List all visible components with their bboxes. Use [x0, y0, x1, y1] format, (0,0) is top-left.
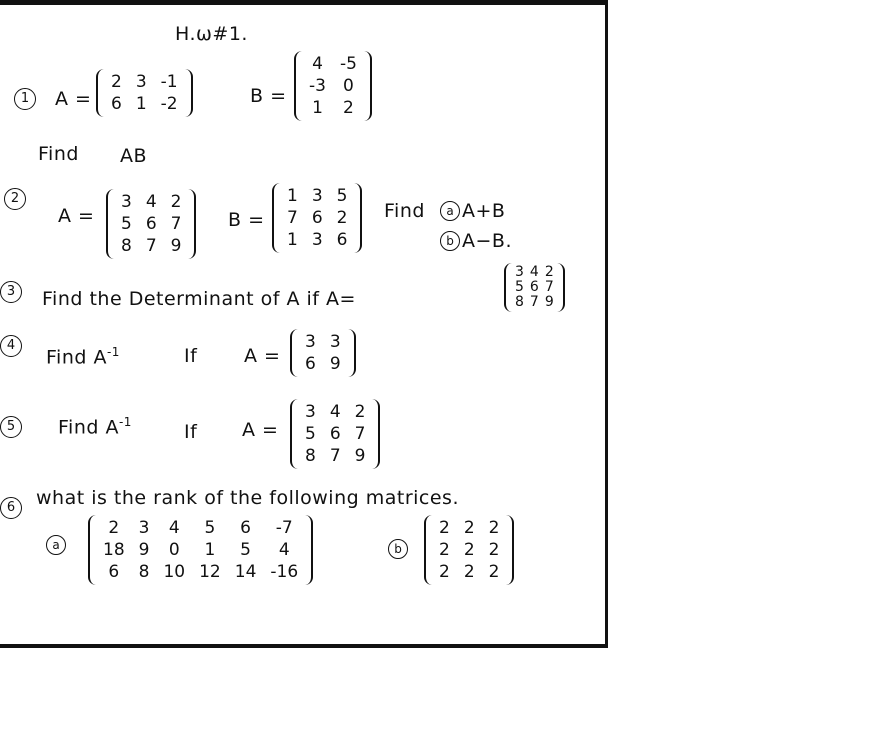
- q6-matrix-a-cell: 5: [240, 540, 251, 560]
- q2-matrix-a-cell: 5: [121, 214, 132, 234]
- q5-a-label: A =: [242, 419, 279, 441]
- q6-matrix-a-cell: 2: [108, 518, 120, 538]
- q4-inverse-superscript: -1: [106, 345, 120, 359]
- q6-part-a-marker: a: [46, 535, 66, 555]
- q2-part-b-text: A−B.: [462, 230, 512, 252]
- q2-matrix-a-cell: 7: [170, 214, 182, 234]
- q3-matrix-cell: 7: [544, 279, 554, 295]
- q2-matrix-a-cell: 9: [170, 236, 182, 256]
- q6-matrix-a-cell: 6: [240, 518, 251, 538]
- q6-matrix-b-cell: 2: [488, 540, 500, 560]
- q2-matrix-b-row: [280, 185, 354, 207]
- q4-matrix-cell: 3: [305, 332, 316, 352]
- q1-matrix-b-cell: -5: [339, 54, 357, 74]
- q6-matrix-a-cell: 9: [138, 540, 150, 560]
- q3-matrix-table: [512, 265, 557, 310]
- q6-matrix-a-row: [96, 517, 305, 539]
- q5-if: If: [184, 421, 198, 443]
- q6-matrix-a-row: [96, 561, 305, 583]
- q1-matrix-b-row: [302, 75, 364, 97]
- q1-matrix-a-cell: 2: [111, 72, 122, 92]
- q2-matrix-a-row: [114, 235, 188, 257]
- q2-part-a-marker: a: [440, 201, 460, 221]
- q2-matrix-b-cell: 6: [336, 230, 348, 250]
- q2-matrix-b-cell: 3: [311, 230, 323, 250]
- q6-matrix-a-cell: 6: [108, 562, 120, 582]
- q6-matrix-b-row: [432, 517, 506, 539]
- q1-matrix-b-cell: -3: [309, 76, 326, 96]
- q6-matrix-a-cell: 18: [103, 540, 125, 560]
- q6-matrix-b-cell: 2: [488, 518, 500, 538]
- q6-matrix-b-cell: 2: [463, 518, 475, 538]
- q5-matrix-row: [298, 445, 372, 467]
- q5-matrix-cell: 8: [305, 446, 316, 466]
- q5-matrix-row: [298, 423, 372, 445]
- q6-matrix-a-cell: 4: [168, 518, 180, 538]
- q1-matrix-b: [294, 51, 372, 121]
- q3-matrix-cell: 5: [515, 279, 524, 295]
- q3-matrix-cell: 7: [529, 294, 539, 310]
- q5-matrix-cell: 6: [329, 424, 341, 444]
- q4-matrix: [290, 329, 356, 377]
- q1-matrix-a-row: [104, 71, 185, 93]
- q5-inverse-superscript: -1: [118, 415, 132, 429]
- q6-matrix-a-cell: -16: [270, 562, 299, 582]
- q5-matrix-cell: 2: [354, 402, 366, 422]
- q5-matrix: [290, 399, 380, 469]
- q2-a-label: A =: [58, 205, 95, 227]
- q4-a-label: A =: [244, 345, 281, 367]
- question-4-number: 4: [0, 335, 22, 357]
- q2-matrix-b-cell: 7: [287, 208, 298, 228]
- q1-a-label: A =: [55, 88, 92, 110]
- q4-matrix-table: [298, 331, 348, 375]
- q6-matrix-b: [424, 515, 514, 585]
- question-6-number: 6: [0, 497, 22, 519]
- q1-matrix-a-cell: 1: [135, 94, 147, 114]
- q1-matrix-b-cell: 0: [343, 76, 354, 96]
- q2-matrix-a: [106, 189, 196, 259]
- q2-matrix-a-cell: 2: [170, 192, 182, 212]
- q1-find-target: AB: [120, 145, 148, 167]
- q6-matrix-a-cell: 1: [204, 540, 216, 560]
- q2-matrix-a-row: [114, 191, 188, 213]
- q3-matrix-cell: 8: [515, 294, 524, 310]
- q5-find-a: Find A: [58, 416, 119, 439]
- q3-matrix-row: [512, 295, 557, 310]
- q6-matrix-b-table: [432, 517, 506, 583]
- q2-matrix-a-row: [114, 213, 188, 235]
- q2-matrix-a-cell: 4: [145, 192, 157, 212]
- q2-matrix-b-cell: 1: [287, 186, 298, 206]
- q5-matrix-cell: 5: [305, 424, 316, 444]
- q2-matrix-a-cell: 8: [121, 236, 132, 256]
- q6-matrix-a-cell: 14: [234, 562, 257, 582]
- q2-matrix-a-cell: 7: [145, 236, 157, 256]
- q2-matrix-b-cell: 1: [287, 230, 298, 250]
- q6-matrix-a-row: [96, 539, 305, 561]
- q6-matrix-b-cell: 2: [439, 562, 450, 582]
- q5-matrix-table: [298, 401, 372, 467]
- q4-matrix-row: [298, 331, 348, 353]
- q1-matrix-b-cell: 4: [312, 54, 323, 74]
- q4-matrix-cell: 6: [305, 354, 316, 374]
- q6-matrix-a-cell: 4: [278, 540, 290, 560]
- q5-matrix-cell: 7: [354, 424, 366, 444]
- q6-matrix-a-cell: 8: [138, 562, 150, 582]
- q4-matrix-cell: 9: [329, 354, 341, 374]
- q2-matrix-b: [272, 183, 362, 253]
- q2-matrix-b-cell: 3: [311, 186, 323, 206]
- q6-part-b-marker: b: [388, 539, 408, 559]
- q6-text: what is the rank of the following matrices.: [36, 487, 459, 509]
- q2-part-a-text: A+B: [462, 200, 506, 222]
- q4-find-a: Find A: [46, 346, 107, 369]
- q3-matrix-cell: 4: [529, 264, 539, 280]
- q6-matrix-b-cell: 2: [463, 562, 475, 582]
- question-1-number: 1: [14, 88, 36, 110]
- q1-matrix-b-cell: 2: [343, 98, 354, 118]
- q6-matrix-b-cell: 2: [488, 562, 500, 582]
- q1-matrix-a-cell: -1: [160, 72, 178, 92]
- q2-matrix-a-cell: 6: [145, 214, 157, 234]
- q2-matrix-b-table: [280, 185, 354, 251]
- q5-matrix-cell: 7: [329, 446, 341, 466]
- q6-matrix-b-row: [432, 561, 506, 583]
- question-2-number: 2: [4, 188, 26, 210]
- q2-matrix-b-row: [280, 207, 354, 229]
- q3-matrix-cell: 6: [529, 279, 539, 295]
- q1-find-word: Find: [38, 143, 79, 165]
- q2-find-word: Find: [384, 200, 425, 222]
- q2-matrix-b-cell: 5: [336, 186, 348, 206]
- q2-matrix-b-row: [280, 229, 354, 251]
- q3-matrix-cell: 2: [544, 264, 554, 280]
- homework-title: H.ω#1.: [175, 23, 248, 45]
- q1-matrix-a-cell: 3: [135, 72, 147, 92]
- q4-if: If: [184, 345, 198, 367]
- q3-matrix-cell: 9: [544, 294, 554, 310]
- q6-matrix-a-cell: 0: [168, 540, 180, 560]
- question-3-number: 3: [0, 281, 22, 303]
- q1-matrix-b-row: [302, 97, 364, 119]
- q2-matrix-b-cell: 2: [336, 208, 348, 228]
- q2-matrix-a-cell: 3: [121, 192, 132, 212]
- q5-matrix-cell: 4: [329, 402, 341, 422]
- q1-matrix-a-row: [104, 93, 185, 115]
- q6-matrix-b-cell: 2: [463, 540, 475, 560]
- q2-matrix-b-cell: 6: [311, 208, 323, 228]
- q6-matrix-b-cell: 2: [439, 518, 450, 538]
- q3-text: Find the Determinant of A if A=: [42, 288, 356, 310]
- question-5-number: 5: [0, 416, 22, 438]
- q1-matrix-a: [96, 69, 193, 117]
- q2-b-label: B =: [228, 209, 265, 231]
- q6-matrix-b-cell: 2: [439, 540, 450, 560]
- q1-b-label: B =: [250, 85, 287, 107]
- q3-matrix-row: [512, 265, 557, 280]
- q3-matrix-row: [512, 280, 557, 295]
- q1-matrix-a-cell: 6: [111, 94, 122, 114]
- q6-matrix-a: [88, 515, 313, 585]
- q6-matrix-a-table: [96, 517, 305, 583]
- q3-matrix-cell: 3: [515, 264, 524, 280]
- q6-matrix-a-cell: 12: [199, 562, 221, 582]
- q5-matrix-cell: 9: [354, 446, 366, 466]
- q6-matrix-b-row: [432, 539, 506, 561]
- q5-text: [58, 415, 132, 438]
- q5-matrix-row: [298, 401, 372, 423]
- q3-matrix: [504, 263, 565, 312]
- q1-matrix-a-cell: -2: [160, 94, 178, 114]
- q2-part-b-marker: b: [440, 231, 460, 251]
- q4-text: [46, 345, 120, 368]
- q1-matrix-b-table: [302, 53, 364, 119]
- q1-matrix-b-cell: 1: [312, 98, 323, 118]
- q6-matrix-a-cell: 5: [204, 518, 216, 538]
- q1-matrix-b-row: [302, 53, 364, 75]
- q4-matrix-row: [298, 353, 348, 375]
- q1-matrix-a-table: [104, 71, 185, 115]
- q6-matrix-a-cell: 3: [138, 518, 150, 538]
- q5-matrix-cell: 3: [305, 402, 316, 422]
- q2-matrix-a-table: [114, 191, 188, 257]
- q6-matrix-a-cell: 10: [163, 562, 186, 582]
- q6-matrix-a-cell: -7: [275, 518, 293, 538]
- q4-matrix-cell: 3: [329, 332, 341, 352]
